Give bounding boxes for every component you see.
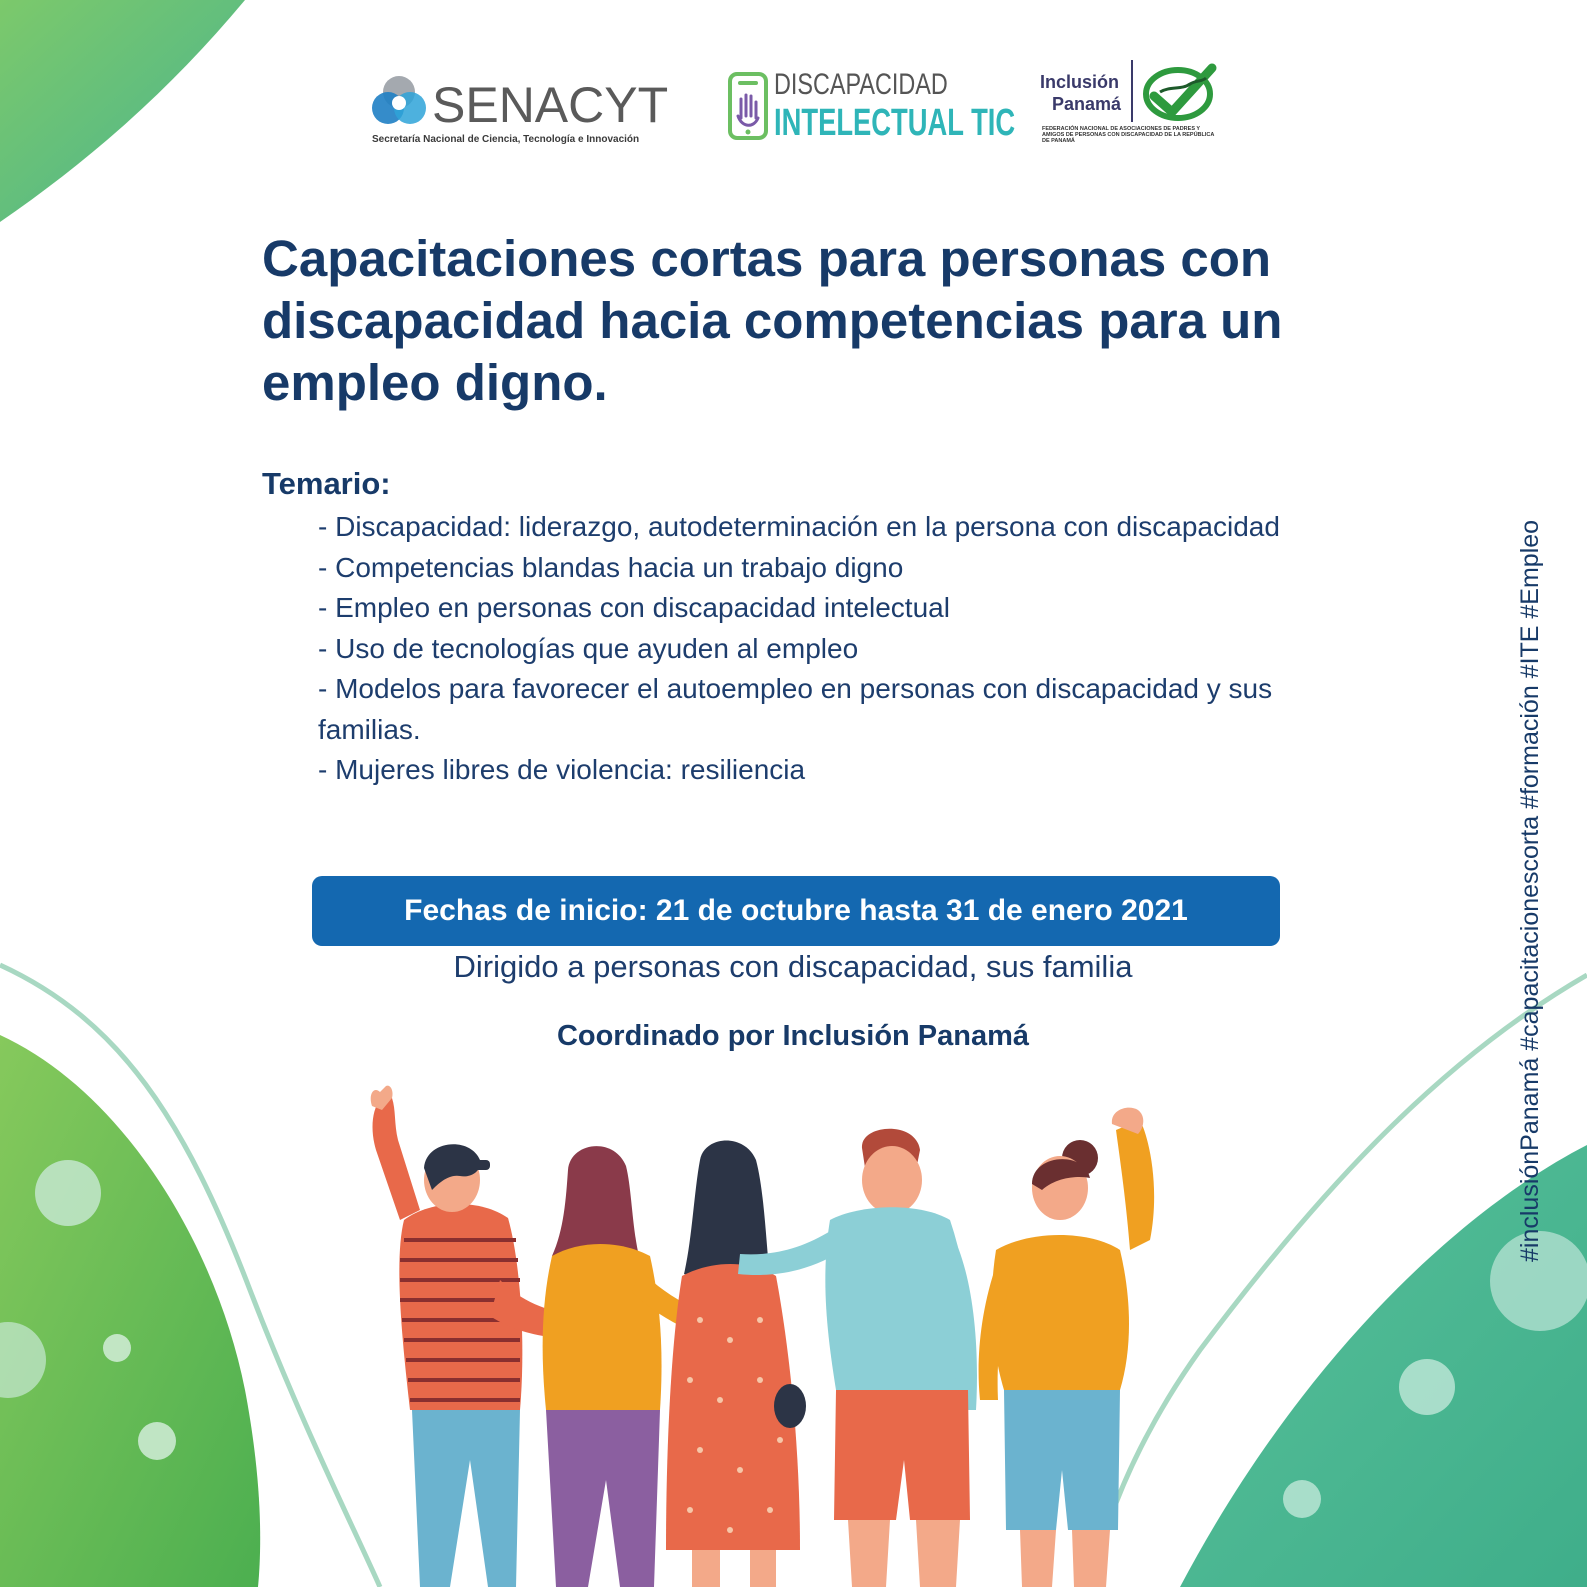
list-item: - Mujeres libres de violencia: resiliencia [318,754,806,785]
bubble [1399,1359,1455,1415]
phone-hand-icon [728,72,768,140]
senacyt-logo [370,68,669,148]
list-item: - Discapacidad: liderazgo, autodeterminación en la persona con discapacidad [318,511,1280,542]
left-blob [0,1035,260,1587]
top-left-wave [0,0,245,222]
dates-banner: Fechas de inicio: 21 de octubre hasta 31 de enero 2021 [312,876,1280,946]
inclusion-line-2: Panamá [1052,94,1122,114]
list-item: - Empleo en personas con discapacidad intelectual [318,592,950,623]
coordinator-text: Coordinado por Inclusión Panamá [556,1020,1030,1052]
inclusion-subtitle: FEDERACIÓN NACIONAL DE ASOCIACIONES DE PADRES Y AMIGOS DE PERSONAS CON DISCAPACIDAD DE LA REPÚBLICA DE PANAMÁ [1042,126,1215,144]
person-patterned-dress [666,1140,806,1587]
list-item: - Modelos para favorecer el autoempleo en personas con discapacidad y sus familias. [318,673,1273,745]
inclusion-panama-logo [1038,60,1248,160]
senacyt-name: SENACYT [432,77,669,133]
person-yellow-sweater [979,1108,1155,1587]
senacyt-rings-icon [370,72,428,130]
logo-row [370,60,1250,160]
senacyt-subtitle: Secretaría Nacional de Ciencia, Tecnología e Innovación [372,134,640,145]
inclusion-line-1: Inclusión [1040,72,1120,92]
inclusion-emblem-icon [1130,60,1226,124]
discapacidad-tic-logo [728,68,1016,148]
dit-line-2: INTELECTUAL TIC [774,102,1016,144]
bubble [1283,1480,1321,1518]
bubble [103,1334,131,1362]
bubble [35,1160,101,1226]
list-item: - Competencias blandas hacia un trabajo digno [318,551,904,583]
audience-text: Dirigido a personas con discapacidad, sus familia [453,949,1133,984]
bubble [138,1422,176,1460]
dit-line-1: DISCAPACIDAD [774,68,948,101]
temario-heading: Temario: [262,466,391,501]
temario-list [318,507,1348,791]
hashtags-vertical: #inclusiónPanamá #capacitacionescorta #formación #ITE #Empleo [1516,519,1544,1262]
people-group-illustration [320,1080,1220,1587]
page-title: Capacitaciones cortas para personas con discapacidad hacia competencias para un empleo digno. [262,230,1283,411]
list-item: - Uso de tecnologías que ayuden al empleo [318,632,859,664]
